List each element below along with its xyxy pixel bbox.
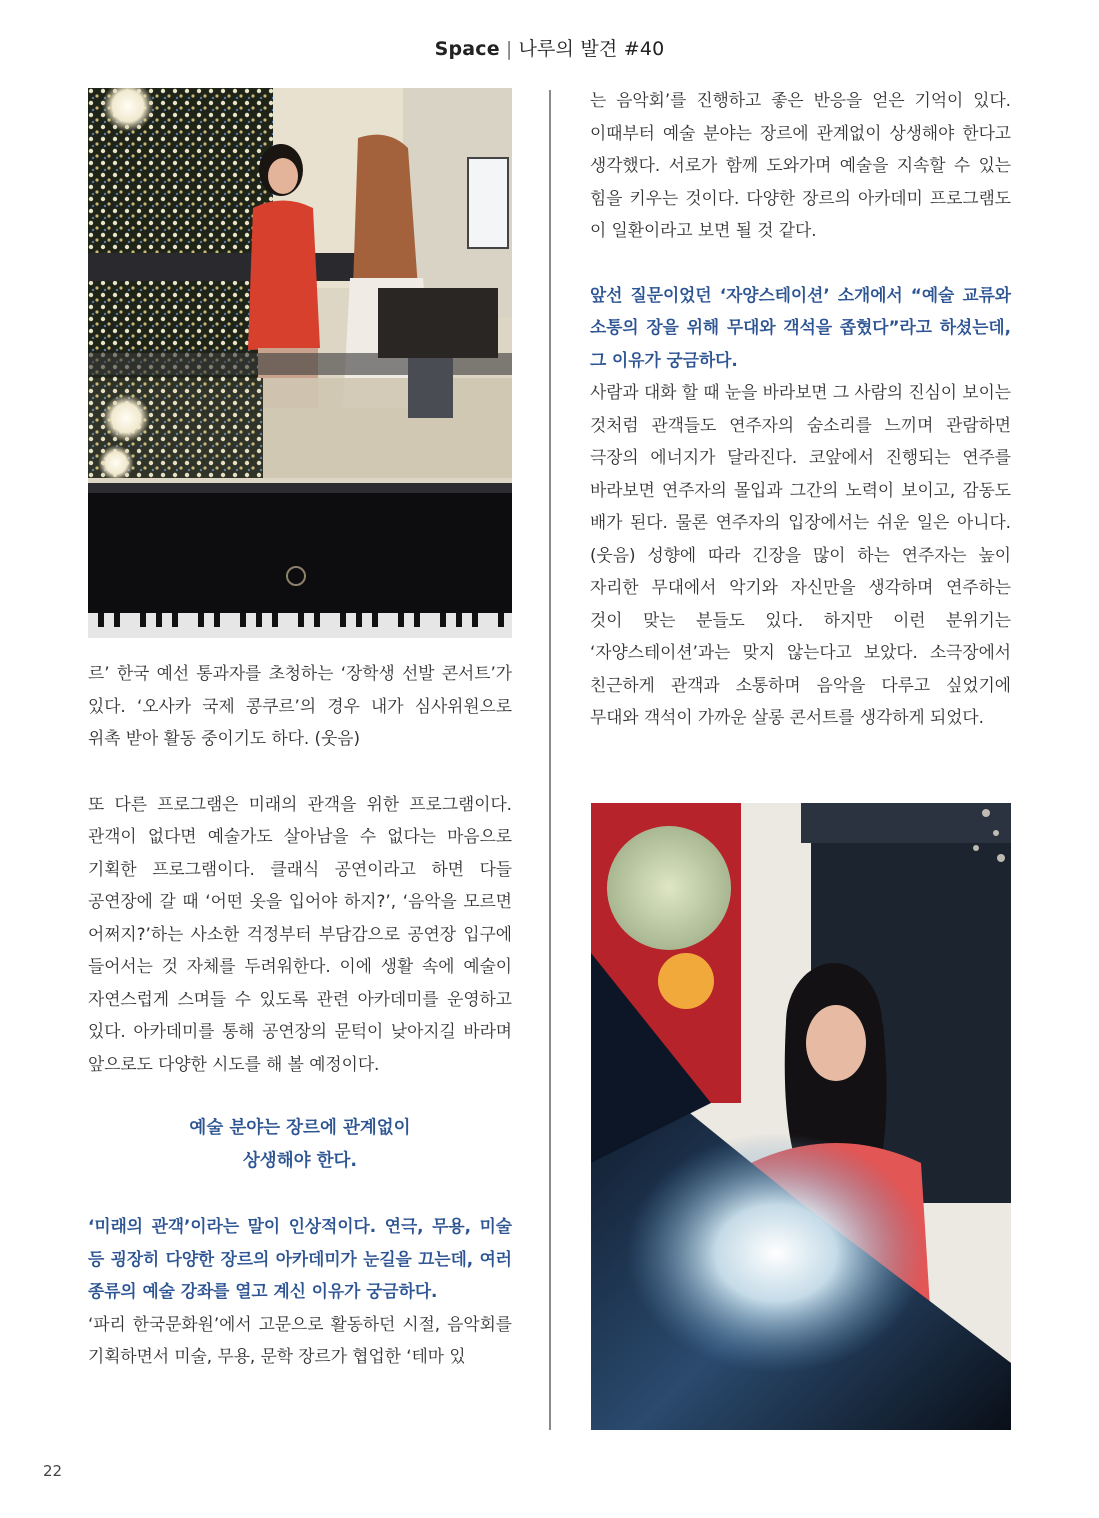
pull-quote-line: 상생해야 한다. bbox=[242, 1151, 358, 1171]
section-title: 나루의 발견 #40 bbox=[518, 38, 665, 60]
page-number: 22 bbox=[43, 1462, 63, 1480]
left-column bbox=[88, 657, 512, 1373]
pianist-photo-icon bbox=[591, 803, 1011, 1430]
pianist-photo bbox=[591, 803, 1011, 1430]
body-paragraph: 사람과 대화 할 때 눈을 바라보면 그 사람의 진심이 보이는 것처럼 관객들도 연주자의 숨소리를 느끼며 관람하면 극장의 에너지가 달라진다. 코앞에서 진행되는 연주를 바라보면 연주자의 몰입과 그간의 노력이 보이고, 감동도 배가 된다. 물론 연주자의 입장에서는 쉬운 일은 아니다. (웃음) 성향에 따라 긴장을 많이 하는 연주자는 높이 자리한 무대에서 악기와 자신만을 생각하며 연주하는 것이 맞는 분들도 있다. 하지만 이런 분위기는 ‘자양스테이션’과는 맞지 않는다고 보았다. 소극장에서 친근하게 관객과 소통하며 음악을 다루고 싶었기에 무대와 객석이 가까운 살롱 콘서트를 생각하게 되었다. bbox=[590, 382, 1011, 727]
interview-photo bbox=[88, 88, 512, 638]
interview-question: 앞선 질문이었던 ‘자양스테이션’ 소개에서 “예술 교류와 소통의 장을 위해 무대와 객석을 좁혔다”라고 하셨는데, 그 이유가 궁금하다. bbox=[590, 284, 1011, 370]
body-paragraph: ‘파리 한국문화원’에서 고문으로 활동하던 시절, 음악회를 기획하면서 미술, 무용, 문학 장르가 협업한 ‘테마 있 bbox=[88, 1313, 512, 1366]
body-paragraph: 르’ 한국 예선 통과자를 초청하는 ‘장학생 선발 콘서트’가 있다. ‘오사카 국제 콩쿠르’의 경우 내가 심사위원으로 위촉 받아 활동 중이기도 하다. (웃음) bbox=[88, 663, 512, 748]
header-separator: | bbox=[505, 38, 513, 60]
pull-quote-line: 예술 분야는 장르에 관계없이 bbox=[189, 1118, 411, 1138]
interview-question: ‘미래의 관객’이라는 말이 인상적이다. 연극, 무용, 미술 등 굉장히 다양한 장르의 아카데미가 눈길을 끄는데, 여러 종류의 예술 강좌를 열고 계신 이유가 궁금하다. bbox=[88, 1216, 512, 1301]
interview-photo-icon bbox=[88, 88, 512, 638]
pull-quote bbox=[88, 1112, 512, 1178]
magazine-brand: Space bbox=[434, 38, 500, 60]
running-header bbox=[0, 34, 1099, 61]
right-column bbox=[590, 84, 1011, 734]
body-paragraph: 또 다른 프로그램은 미래의 관객을 위한 프로그램이다. 관객이 없다면 예술가도 살아남을 수 없다는 마음으로 기획한 프로그램이다. 클래식 공연이라고 하면 다들 공연장에 갈 때 ‘어떤 옷을 입어야 하지?’, ‘음악을 모르면 어쩌지?’하는 사소한 걱정부터 부담감으로 공연장 입구에 들어서는 것 자체를 두려워한다. 이에 생활 속에 예술이 자연스럽게 스며들 수 있도록 관련 아카데미를 운영하고 있다. 아카데미를 통해 공연장의 문턱이 낮아지길 바라며 앞으로도 다양한 시도를 해 볼 예정이다. bbox=[88, 793, 512, 1074]
column-divider bbox=[549, 90, 551, 1430]
body-paragraph: 는 음악회’를 진행하고 좋은 반응을 얻은 기억이 있다. 이때부터 예술 분야는 장르에 관계없이 상생해야 한다고 생각했다. 서로가 함께 도와가며 예술을 지속할 수 있는 힘을 키우는 것이다. 다양한 장르의 아카데미 프로그램도 이 일환이라고 보면 될 것 같다. bbox=[590, 90, 1011, 240]
